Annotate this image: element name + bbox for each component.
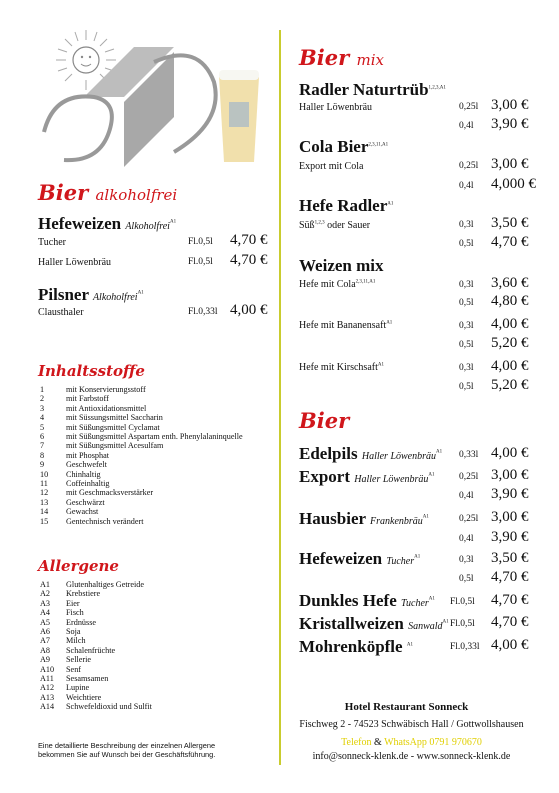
- list-item: [40, 665, 152, 674]
- hotel-logo: [24, 22, 274, 172]
- item-price: 3,00 €: [491, 97, 529, 113]
- item-size: 0,3l: [459, 280, 474, 290]
- item-size: Fl.0,33l: [188, 307, 218, 317]
- list-item-code: A4: [40, 608, 51, 618]
- item-price: 3,00 €: [491, 156, 529, 172]
- list-item-text: Gentechnisch verändert: [66, 516, 144, 526]
- item-size: 0,33l: [459, 450, 479, 460]
- list-item: [40, 460, 243, 469]
- list-item-code: 11: [40, 479, 48, 489]
- beer-glass-image: [219, 70, 259, 162]
- item-desc: Clausthaler: [38, 307, 84, 318]
- list-item: [40, 599, 152, 608]
- contact-phone: Telefon & WhatsApp 0791 970670: [341, 737, 482, 748]
- item-size: 0,25l: [459, 514, 479, 524]
- list-item-text: Fisch: [66, 608, 84, 618]
- list-item-code: A14: [40, 702, 55, 712]
- list-item: [40, 636, 152, 645]
- item-name: Pilsner Alkoholfrei$^{A1}$: [38, 285, 144, 304]
- list-item-code: A10: [40, 664, 55, 674]
- item-price: 4,00 €: [491, 445, 529, 461]
- list-item-text: Gewachst: [66, 507, 99, 517]
- list-item-code: 12: [40, 488, 49, 498]
- allergene-note: Eine detaillierte Beschreibung der einzelnen Allergene bekommen Sie auf Wunsch bei der Geschäftsführung.: [38, 741, 216, 760]
- item-desc: Tucher: [38, 237, 66, 248]
- list-item-code: A13: [40, 692, 55, 702]
- item-size: 0,3l: [459, 321, 474, 331]
- list-item: [40, 432, 243, 441]
- list-item: [40, 517, 243, 526]
- item-price: 3,00 €: [491, 467, 529, 483]
- item-name: Dunkles Hefe Tucher$^{A1}$: [299, 591, 435, 610]
- list-item-text: Lupine: [66, 683, 90, 693]
- email-link[interactable]: info@sonneck-klenk.de: [312, 751, 409, 762]
- list-item-text: Sesamsamen: [66, 674, 109, 684]
- list-item-text: Geschwärzt: [66, 497, 105, 507]
- list-item-code: A2: [40, 589, 51, 599]
- item-size: Fl.0,5l: [188, 257, 213, 267]
- item-size: 0,4l: [459, 491, 474, 501]
- list-item-code: A9: [40, 655, 51, 665]
- item-size: Fl.0,5l: [188, 237, 213, 247]
- list-item: [40, 413, 243, 422]
- item-size: 0,4l: [459, 181, 474, 191]
- list-item-text: Chinhaltig: [66, 469, 101, 479]
- list-item-text: Schwefeldioxid und Sulfit: [66, 702, 152, 712]
- item-price: 3,90 €: [491, 529, 529, 545]
- list-item-code: 14: [40, 507, 49, 517]
- list-item-text: Coffeinhaltig: [66, 479, 110, 489]
- item-price: 4,70 €: [230, 232, 268, 248]
- list-item-text: Weichtiere: [66, 692, 102, 702]
- item-name: Hefe Radler$^{A1}$: [299, 196, 394, 215]
- item-name: Export Haller Löwenbräu$^{A1}$: [299, 467, 435, 486]
- list-item-text: Eier: [66, 598, 80, 608]
- list-item: [40, 618, 152, 627]
- hotel-name: Hotel Restaurant Sonneck: [344, 701, 469, 713]
- item-price: 4,00 €: [491, 358, 529, 374]
- list-item: [40, 441, 243, 450]
- list-item-text: mit Süssungsmittel Saccharin: [66, 413, 163, 423]
- section-title-bier-mix: Bier mix: [299, 45, 384, 70]
- item-size: 0,5l: [459, 574, 474, 584]
- section-title-allergene: Allergene: [38, 557, 119, 575]
- list-item-text: mit Farbstoff: [66, 394, 109, 404]
- monogram-logo: [44, 47, 216, 167]
- list-item-code: A6: [40, 627, 51, 637]
- list-item-text: mit Phosphat: [66, 450, 109, 460]
- list-item-code: 9: [40, 460, 45, 470]
- item-name: Hefeweizen Alkoholfrei$^{A1}$: [38, 214, 177, 233]
- item-size: Fl.0,5l: [450, 597, 475, 607]
- list-item-code: A7: [40, 636, 51, 646]
- list-item-code: 15: [40, 516, 49, 526]
- list-item-code: 6: [40, 432, 45, 442]
- list-item: [40, 608, 152, 617]
- list-item: [40, 702, 152, 711]
- item-price: 4,00 €: [491, 316, 529, 332]
- list-item-code: 2: [40, 394, 45, 404]
- list-item-code: A8: [40, 645, 51, 655]
- list-item-text: mit Antioxidationsmittel: [66, 403, 147, 413]
- item-price: 4,70 €: [491, 614, 529, 630]
- list-item-text: Senf: [66, 664, 82, 674]
- list-item: [40, 646, 152, 655]
- list-item-text: mit Geschmacksverstärker: [66, 488, 154, 498]
- item-name: Weizen mix: [299, 256, 384, 275]
- item-desc: Süß$^{1,2,3}$ oder Sauer: [299, 220, 371, 231]
- list-item-code: 13: [40, 497, 49, 507]
- item-size: 0,25l: [459, 102, 479, 112]
- item-price: 4,80 €: [491, 293, 529, 309]
- section-title-bier: Bier: [299, 408, 350, 433]
- item-desc: Hefe mit Kirschsaft$^{A1}$: [299, 362, 384, 373]
- list-item-code: 5: [40, 422, 45, 432]
- list-item-text: mit Konservierungsstoff: [66, 385, 146, 394]
- list-item: [40, 507, 243, 516]
- list-item-code: A3: [40, 598, 51, 608]
- list-item: [40, 627, 152, 636]
- item-price: 3,50 €: [491, 215, 529, 231]
- section-title-alkoholfrei: Bier alkoholfrei: [38, 180, 178, 205]
- contact-web: info@sonneck-klenk.de - www.sonneck-klenk.de: [312, 751, 511, 762]
- item-size: 0,5l: [459, 340, 474, 350]
- item-name: Hausbier Frankenbräu$^{A1}$: [299, 509, 429, 528]
- list-item: [40, 674, 152, 683]
- item-name: Hefeweizen Tucher$^{A1}$: [299, 549, 421, 568]
- item-name: Radler Naturtrüb$^{1,2,3,A1}$: [299, 80, 446, 99]
- list-item-text: mit Süßungsmittel Cyclamat: [66, 422, 160, 432]
- item-size: 0,5l: [459, 298, 474, 308]
- item-price: 4,70 €: [230, 252, 268, 268]
- website-link[interactable]: www.sonneck-klenk.de: [416, 751, 511, 762]
- list-item-text: Erdnüsse: [66, 617, 97, 627]
- list-item-code: 8: [40, 450, 45, 460]
- item-size: 0,4l: [459, 534, 474, 544]
- list-item-code: 7: [40, 441, 45, 451]
- item-desc: Hefe mit Cola$^{2,3,11,A1}$: [299, 279, 376, 290]
- item-desc: Haller Löwenbräu: [38, 257, 112, 268]
- item-name: Cola Bier$^{2,3,11,A1}$: [299, 137, 389, 156]
- item-price: 5,20 €: [491, 335, 529, 351]
- item-size: 0,5l: [459, 239, 474, 249]
- list-item-code: 3: [40, 403, 45, 413]
- list-item-code: A1: [40, 580, 51, 589]
- list-item-code: 1: [40, 385, 45, 394]
- item-size: 0,5l: [459, 382, 474, 392]
- list-item: [40, 655, 152, 664]
- list-item: [40, 404, 243, 413]
- list-item-text: Krebstiere: [66, 589, 101, 599]
- item-price: 4,70 €: [491, 592, 529, 608]
- list-item-text: Schalenfrüchte: [66, 645, 116, 655]
- item-name: Edelpils Haller Löwenbräu$^{A1}$: [299, 444, 443, 463]
- item-price: 4,00 €: [491, 637, 529, 653]
- list-item-text: Glutenhaltiges Getreide: [66, 580, 144, 589]
- item-size: Fl.0,5l: [450, 619, 475, 629]
- item-size: 0,4l: [459, 121, 474, 131]
- allergene-list: [40, 580, 152, 712]
- item-price: 3,60 €: [491, 275, 529, 291]
- item-size: 0,25l: [459, 472, 479, 482]
- item-price: 4,00 €: [230, 302, 268, 318]
- item-price: 4,000 €: [491, 176, 536, 192]
- item-size: 0,3l: [459, 363, 474, 373]
- item-name: Mohrenköpfle $^{A1}$: [299, 637, 413, 656]
- inhaltsstoffe-list: [40, 385, 243, 526]
- item-size: 0,3l: [459, 555, 474, 565]
- item-price: 5,20 €: [491, 377, 529, 393]
- list-item: [40, 451, 243, 460]
- item-size: Fl.0,33l: [450, 642, 480, 652]
- item-price: 3,90 €: [491, 486, 529, 502]
- item-name: Kristallweizen Sanwald$^{A1}$: [299, 614, 449, 633]
- item-size: 0,3l: [459, 220, 474, 230]
- list-item: [40, 479, 243, 488]
- list-item-code: 10: [40, 469, 49, 479]
- list-item-text: Sellerie: [66, 655, 92, 665]
- item-price: 4,70 €: [491, 234, 529, 250]
- item-size: 0,25l: [459, 161, 479, 171]
- list-item: [40, 693, 152, 702]
- list-item-text: mit Süßungsmittel Aspartam enth. Phenylalaninquelle: [66, 432, 243, 442]
- list-item: [40, 589, 152, 598]
- list-item-code: A5: [40, 617, 51, 627]
- item-desc: Haller Löwenbräu: [299, 102, 373, 113]
- item-desc: Hefe mit Bananensaft$^{A1}$: [299, 320, 393, 331]
- list-item: [40, 394, 243, 403]
- hotel-address: Fischweg 2 - 74523 Schwäbisch Hall / Gottwollshausen: [299, 719, 524, 730]
- list-item: [40, 580, 152, 589]
- list-item: [40, 385, 243, 394]
- item-desc: Export mit Cola: [299, 161, 364, 172]
- list-item-text: Milch: [66, 636, 86, 646]
- column-divider: [279, 30, 281, 765]
- section-title-inhaltsstoffe: Inhaltsstoffe: [38, 362, 145, 380]
- item-price: 3,00 €: [491, 509, 529, 525]
- list-item: [40, 488, 243, 497]
- item-price: 4,70 €: [491, 569, 529, 585]
- list-item-text: Geschwefelt: [66, 460, 107, 470]
- list-item: [40, 423, 243, 432]
- list-item-text: Soja: [66, 627, 81, 637]
- list-item: [40, 683, 152, 692]
- list-item-text: mit Süßungsmittel Acesulfam: [66, 441, 164, 451]
- list-item: [40, 470, 243, 479]
- list-item-code: A12: [40, 683, 55, 693]
- list-item-code: A11: [40, 674, 54, 684]
- item-price: 3,90 €: [491, 116, 529, 132]
- list-item: [40, 498, 243, 507]
- list-item-code: 4: [40, 413, 45, 423]
- item-price: 3,50 €: [491, 550, 529, 566]
